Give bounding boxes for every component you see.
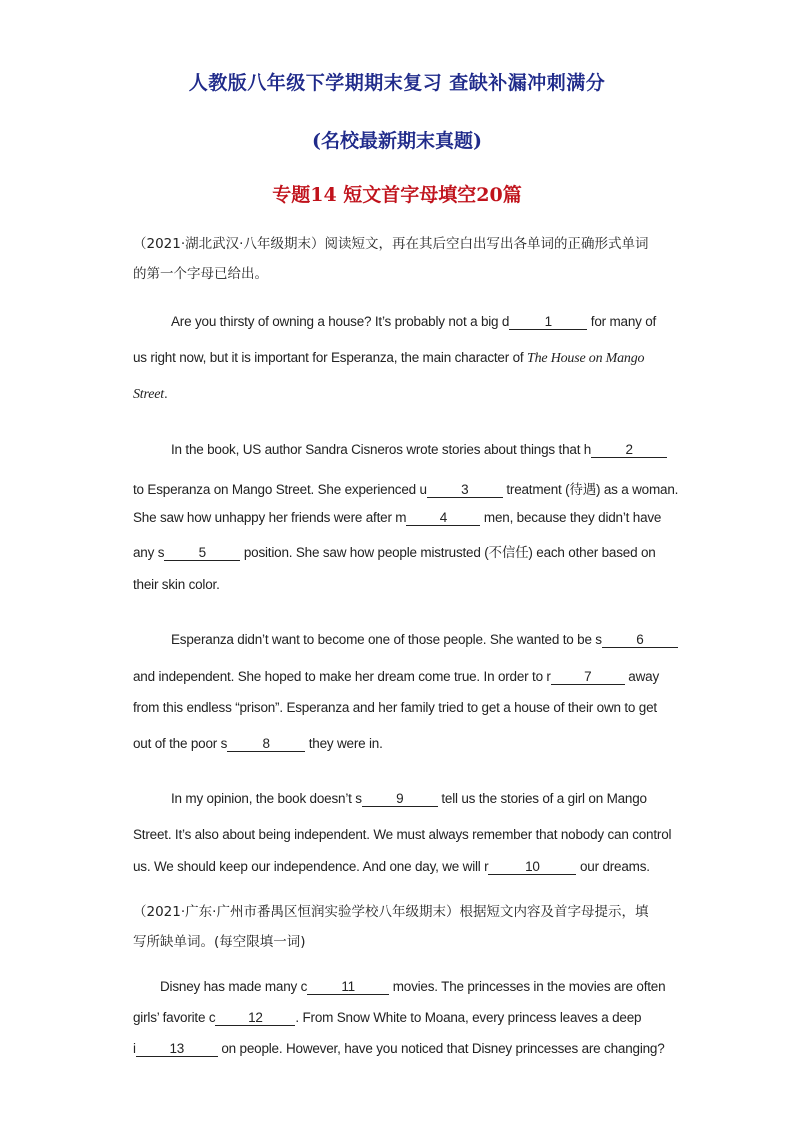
passage-text: .	[163, 386, 168, 401]
passage-line	[171, 791, 647, 807]
passage-line	[171, 442, 667, 458]
section2-intro-line2: 写所缺单词。(每空限填一词)	[133, 934, 306, 950]
document-title: 人教版八年级下学期期末复习 查缺补漏冲刺满分	[188, 72, 606, 94]
answer-blank-2[interactable]: 2	[591, 443, 667, 458]
topic-heading: 专题14 短文首字母填空20篇	[272, 184, 522, 206]
answer-blank-11[interactable]: 11	[307, 980, 389, 995]
passage-text: Are you thirsty of owning a house? It’s probably not a big d	[171, 314, 510, 329]
passage-text: Esperanza didn’t want to become one of those people. She wanted to be s	[171, 632, 602, 647]
passage-text: us right now, but it is important for Esperanza, the main character of	[133, 350, 527, 365]
passage-text: any s	[133, 545, 165, 560]
passage-line: their skin color.	[133, 577, 220, 592]
passage-text: She saw how unhappy her friends were after m	[133, 510, 407, 525]
answer-blank-13[interactable]: 13	[136, 1042, 218, 1057]
passage-line	[171, 632, 678, 648]
passage-text: i	[133, 1041, 136, 1056]
passage-line: Street. It’s also about being independent. We must always remember that nobody can control	[133, 827, 672, 842]
answer-blank-10[interactable]: 10	[488, 860, 576, 875]
passage-text: girls’ favorite c	[133, 1010, 216, 1025]
answer-blank-12[interactable]: 12	[215, 1011, 295, 1026]
passage-text: our dreams.	[576, 859, 650, 874]
answer-blank-9[interactable]: 9	[362, 792, 438, 807]
book-title: The House on Mango	[527, 351, 645, 366]
passage-line	[133, 736, 383, 752]
answer-blank-4[interactable]: 4	[406, 511, 480, 526]
passage-text: tell us the stories of a girl on Mango	[437, 791, 647, 806]
passage-text: out of the poor s	[133, 736, 228, 751]
passage-line	[160, 979, 665, 995]
passage-line	[171, 314, 656, 330]
answer-blank-3[interactable]: 3	[427, 483, 503, 498]
answer-blank-1[interactable]: 1	[509, 315, 587, 330]
passage-text: us. We should keep our independence. And one day, we will r	[133, 859, 489, 874]
section2-intro-line1: （2021·广东·广州市番禺区恒润实验学校八年级期末）根据短文内容及首字母提示，填	[133, 904, 649, 920]
passage-text: to Esperanza on Mango Street. She experienced u	[133, 482, 427, 497]
passage-text: and independent. She hoped to make her dream come true. In order to r	[133, 669, 551, 684]
section1-intro	[133, 229, 663, 289]
passage-text: men, because they didn’t have	[480, 510, 662, 525]
passage-line	[133, 386, 168, 403]
passage-line	[133, 859, 650, 875]
section1-intro-line1: （2021·湖北武汉·八年级期末）阅读短文，再在其后空白出写出各单词的正确形式单词	[133, 236, 649, 252]
answer-blank-5[interactable]: 5	[164, 546, 240, 561]
passage-line	[133, 478, 678, 498]
passage-text: away	[624, 669, 660, 684]
section2-intro	[133, 897, 663, 957]
passage-text: In my opinion, the book doesn’t s	[171, 791, 362, 806]
document-subtitle: (名校最新期末真题)	[312, 130, 482, 152]
passage-text: movies. The princesses in the movies are often	[389, 979, 666, 994]
passage-line	[133, 669, 659, 685]
passage-text: treatment (待遇) as a woman.	[502, 482, 679, 497]
passage-line: from this endless “prison”. Esperanza and her family tried to get a house of their own to get	[133, 700, 657, 715]
passage-text: position. She saw how people mistrusted (不信任) each other based on	[240, 545, 656, 560]
passage-line	[133, 1010, 641, 1026]
answer-blank-7[interactable]: 7	[551, 670, 625, 685]
passage-line	[133, 1041, 665, 1057]
passage-text: they were in.	[305, 736, 383, 751]
passage-text: for many of	[587, 314, 657, 329]
section1-intro-line2: 的第一个字母已给出。	[133, 266, 268, 282]
passage-text: In the book, US author Sandra Cisneros wrote stories about things that h	[171, 442, 592, 457]
passage-text: Disney has made many c	[160, 979, 308, 994]
book-title: Street	[133, 387, 164, 402]
passage-line	[133, 541, 656, 561]
answer-blank-8[interactable]: 8	[227, 737, 305, 752]
passage-text: on people. However, have you noticed that Disney princesses are changing?	[217, 1041, 665, 1056]
passage-line	[133, 350, 644, 367]
passage-line	[133, 510, 661, 526]
answer-blank-6[interactable]: 6	[602, 633, 678, 648]
passage-text: . From Snow White to Moana, every princess leaves a deep	[295, 1010, 642, 1025]
